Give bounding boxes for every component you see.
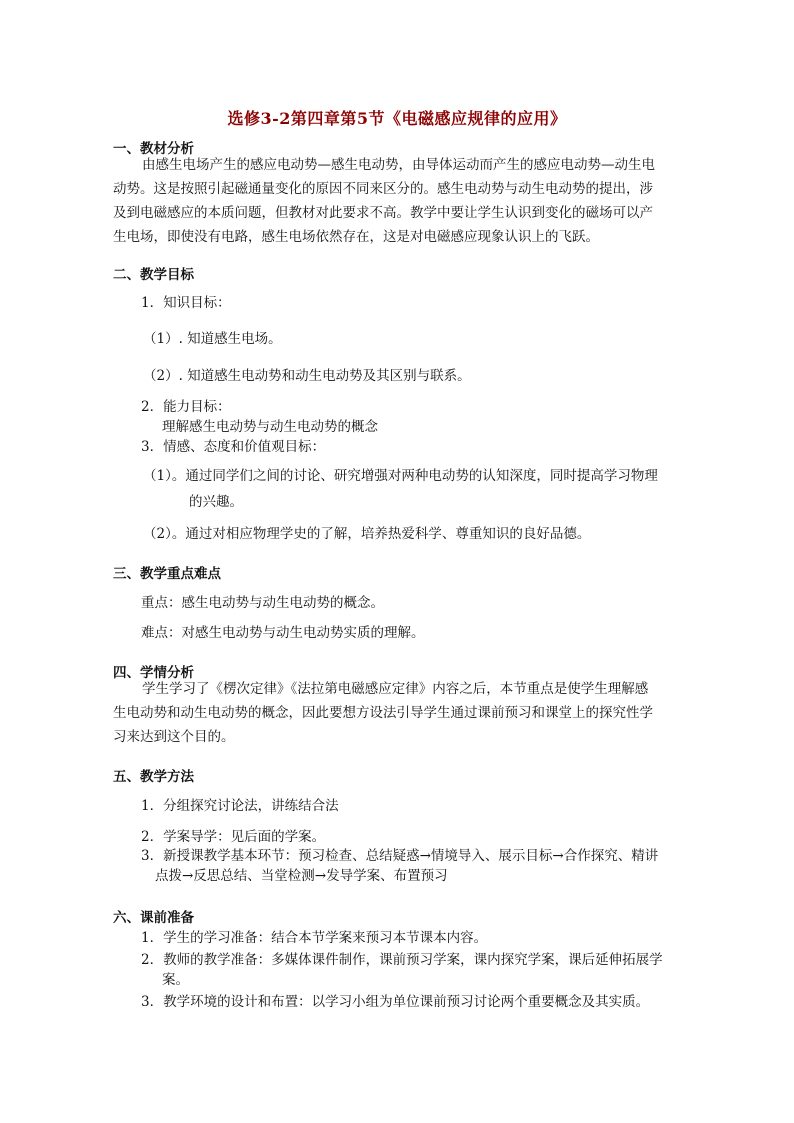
section-heading-student-analysis: 四、学情分析	[113, 665, 194, 681]
method-item-3: 3．新授课教学基本环节：预习检查、总结疑惑→情境导入、展示目标→合作探究、精讲	[141, 848, 659, 864]
section-heading-key-points: 三、教学重点难点	[113, 566, 221, 582]
emotion-goal-title: 3．情感、态度和价值观目标：	[141, 439, 326, 455]
section-student-analysis-body	[113, 677, 653, 749]
section-heading-preparation: 六、课前准备	[113, 910, 194, 926]
emotion-goal-item-1-cont: 的兴趣。	[189, 494, 243, 510]
method-item-3-cont: 点拨→反思总结、当堂检测→发导学案、布置预习	[155, 868, 448, 884]
key-point: 重点：感生电动势与动生电动势的概念。	[141, 595, 384, 611]
document-title: 选修3-2第四章第5节《电磁感应规律的应用》	[227, 109, 567, 128]
ability-goal-item: 理解感生电动势与动生电动势的概念	[162, 419, 378, 435]
section-heading-teaching-methods: 五、教学方法	[113, 769, 194, 785]
paragraph-line: 生电场，即使没有电路，感生电场依然存在，这是对电磁感应现象认识上的飞跃。	[113, 229, 599, 245]
method-item-2: 2．学案导学：见后面的学案。	[141, 829, 326, 845]
section-heading-teaching-goals: 二、教学目标	[113, 267, 194, 283]
emotion-goal-item-1: （1）。通过同学们之间的讨论、研究增强对两种电动势的认知深度，同时提高学习物理	[143, 468, 658, 484]
paragraph-line: 习来达到这个目的。	[113, 729, 235, 745]
paragraph-line: 及到电磁感应的本质问题，但教材对此要求不高。教学中要让学生认识到变化的磁场可以产	[113, 205, 653, 221]
method-item-1: 1．分组探究讨论法，讲练结合法	[141, 798, 339, 814]
preparation-item-1: 1．学生的学习准备：结合本节学案来预习本节课本内容。	[141, 930, 488, 946]
paragraph-line: 由感生电场产生的感应电动势—感生电动势，由导体运动而产生的感应电动势—动生电	[142, 157, 655, 173]
difficult-point: 难点：对感生电动势与动生电动势实质的理解。	[141, 625, 425, 641]
paragraph-line: 生电动势和动生电动势的概念，因此要想方设法引导学生通过课前预习和课堂上的探究性学	[113, 705, 653, 721]
emotion-goal-item-2: （2）。通过对相应物理学史的了解，培养热爱科学、尊重知识的良好品德。	[143, 526, 591, 542]
preparation-item-2-cont: 案。	[162, 972, 189, 988]
knowledge-goal-item-1: （1）. 知道感生电场。	[143, 331, 282, 347]
paragraph-line: 学生学习了《楞次定律》《法拉第电磁感应定律》内容之后，本节重点是使学生理解感	[142, 681, 649, 697]
ability-goal-title: 2．能力目标：	[141, 399, 231, 415]
preparation-item-2: 2．教师的教学准备：多媒体课件制作，课前预习学案，课内探究学案，课后延伸拓展学	[141, 952, 663, 968]
section-textbook-analysis-body	[113, 153, 655, 249]
section-heading-textbook-analysis: 一、教材分析	[113, 141, 194, 157]
knowledge-goal-title: 1．知识目标：	[141, 295, 231, 311]
knowledge-goal-item-2: （2）. 知道感生电动势和动生电动势及其区别与联系。	[143, 368, 471, 384]
paragraph-line: 动势。这是按照引起磁通量变化的原因不同来区分的。感生电动势与动生电动势的提出，涉	[113, 181, 653, 197]
preparation-item-3: 3．教学环境的设计和布置：以学习小组为单位课前预习讨论两个重要概念及其实质。	[141, 994, 650, 1010]
